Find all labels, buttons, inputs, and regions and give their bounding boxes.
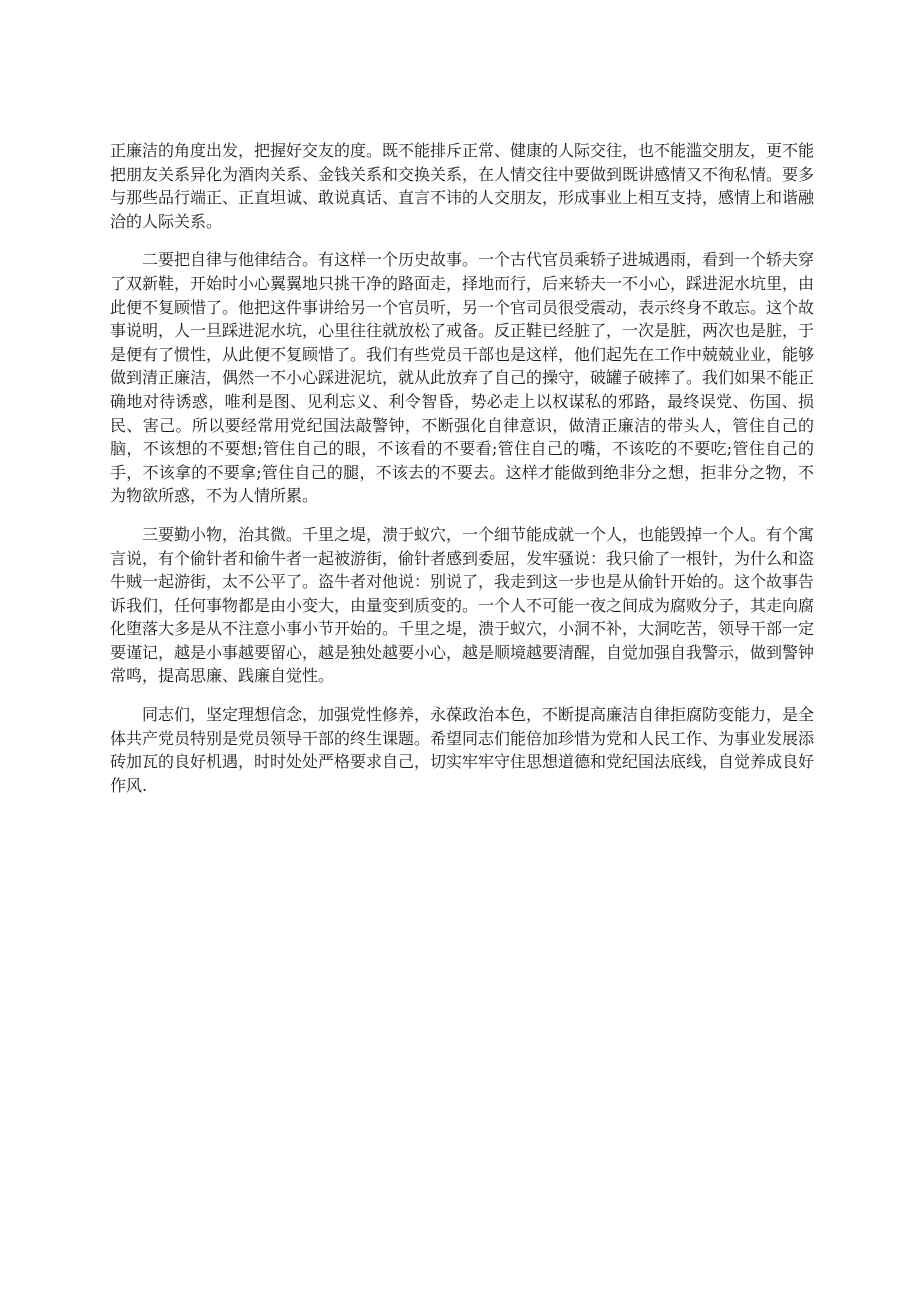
paragraph-small-matters: 三要勤小物，治其微。千里之堤，溃于蚁穴，一个细节能成就一个人，也能毁掉一个人。有个寓言说，有个偷针者和偷牛者一起被游街，偷针者感到委屈，发牢骚说：我只偷了一根针，为什么和盗牛贼一起游街，太不公平了。盗牛者对他说：别说了，我走到这一步也是从偷针开始的。这个故事告诉我们，任何事物都是由小变大，由量变到质变的。一个人不可能一夜之间成为腐败分子，其走向腐化堕落大多是从不注意小事小节开始的。千里之堤，溃于蚁穴，小洞不补，大洞吃苦，领导干部一定要谨记，越是小事越要留心，越是独处越要小心，越是顺境越要清醒，自觉加强自我警示，做到警钟常鸣，提高思廉、践廉自觉性。 [110,524,815,686]
paragraph-self-discipline: 二要把自律与他律结合。有这样一个历史故事。一个古代官员乘轿子进城遇雨，看到一个轿夫穿了双新鞋，开始时小心翼翼地只挑干净的路面走，择地而行，后来轿夫一不小心，踩进泥水坑里，由此便不复顾惜了。他把这件事讲给另一个官员听，另一个官司员很受震动，表示终身不敢忘。这个故事说明，人一旦踩进泥水坑，心里往往就放松了戒备。反正鞋已经脏了，一次是脏，两次也是脏，于是便有了惯性，从此便不复顾惜了。我们有些党员干部也是这样，他们起先在工作中兢兢业业，能够做到清正廉洁，偶然一不小心踩进泥坑，就从此放弃了自己的操守，破罐子破摔了。我们如果不能正确地对待诱惑，唯利是图、见利忘义、利令智昏，势必走上以权谋私的邪路，最终误党、伤国、损民、害己。所以要经常用党纪国法敲警钟，不断强化自律意识，做清正廉洁的带头人，管住自己的脑，不该想的不要想;管住自己的眼，不该看的不要看;管住自己的嘴，不该吃的不要吃;管住自己的手，不该拿的不要拿;管住自己的腿，不该去的不要去。这样才能做到绝非分之想，拒非分之物，不为物欲所惑，不为人情所累。 [110,250,815,506]
document-body [110,139,814,812]
paragraph-closing: 同志们，坚定理想信念，加强党性修养，永葆政治本色，不断提高廉洁自律拒腐防变能力，是全体共产党员特别是党员领导干部的终生课题。希望同志们能倍加珍惜为党和人民工作、为事业发展添砖加瓦的良好机遇，时时处处严格要求自己，切实牢牢守住思想道德和党纪国法底线，自觉养成良好作风. [110,705,815,795]
paragraph-integrity-friendship: 正廉洁的角度出发，把握好交友的度。既不能排斥正常、健康的人际交往，也不能滥交朋友，更不能把朋友关系异化为酒肉关系、金钱关系和交换关系，在人情交往中要做到既讲感情又不徇私情。要多与那些品行端正、正直坦诚、敢说真话、直言不讳的人交朋友，形成事业上相互支持，感情上和谐融洽的人际关系。 [110,141,815,231]
